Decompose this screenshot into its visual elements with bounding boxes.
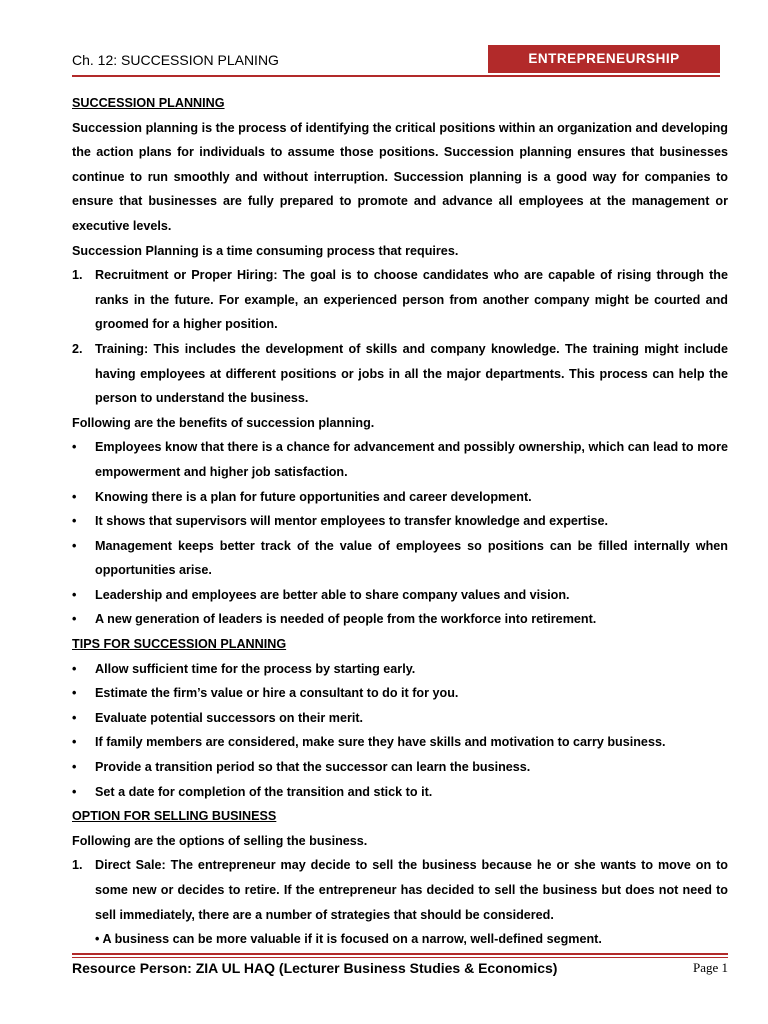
resource-person: Resource Person: ZIA UL HAQ (Lecturer Business Studies & Economics) (72, 960, 558, 976)
header-rule (72, 75, 720, 77)
succession-intro: Succession planning is the process of identifying the critical positions within an organization and developing the action plans for individuals to assume those positions. Succession planning ensures that businesses continue to run smoothly and without interruption. Succession planning is a good way for companies to ensure that businesses are fully prepared to promote and advance all employees at the management or executive levels. (72, 120, 728, 233)
list-item: 1. Direct Sale: The entrepreneur may decide to sell the business because he or she wants to move on to some new or decides to retire. If the entrepreneur has decided to sell the business but does not need to sell immediately, there are a number of strategies that should be considered. (72, 858, 728, 922)
subject-banner: ENTREPRENEURSHIP (488, 45, 720, 73)
heading-selling-business: OPTION FOR SELLING BUSINESS (72, 809, 277, 824)
chapter-title: Ch. 12: SUCCESSION PLANING (72, 52, 279, 68)
selling-sub-point: • A business can be more valuable if it is focused on a narrow, well-defined segment. (95, 932, 602, 947)
page-footer (72, 960, 728, 980)
list-item: • Leadership and employees are better able to share company values and vision. (72, 587, 570, 602)
list-item: • Estimate the firm’s value or hire a consultant to do it for you. (72, 686, 459, 701)
heading-tips: TIPS FOR SUCCESSION PLANNING (72, 637, 287, 652)
list-item: • Management keeps better track of the value of employees so positions can be filled internally when opportunities arise. (72, 538, 728, 578)
list-item: • Knowing there is a plan for future opportunities and career development. (72, 489, 532, 504)
list-item: • Set a date for completion of the transition and stick to it. (72, 784, 433, 799)
succession-steps (72, 263, 728, 411)
list-item: • If family members are considered, make sure they have skills and motivation to carry business. (72, 735, 666, 750)
list-item: • A new generation of leaders is needed of people from the workforce into retirement. (72, 612, 597, 627)
benefits-intro: Following are the benefits of succession planning. (72, 415, 375, 430)
list-item: • Employees know that there is a chance for advancement and possibly ownership, which can lead to more empowerment and higher job satisfaction. (72, 440, 728, 479)
footer-rule-thin (72, 957, 728, 958)
list-item: • Evaluate potential successors on their merit. (72, 710, 364, 725)
selling-intro: Following are the options of selling the business. (72, 833, 368, 848)
succession-requires: Succession Planning is a time consuming process that requires. (72, 243, 459, 258)
selling-options (72, 853, 728, 927)
page-number: Page 1 (692, 960, 728, 975)
page-header (72, 45, 720, 75)
list-item: • It shows that supervisors will mentor employees to transfer knowledge and expertise. (72, 514, 608, 529)
footer-rule (72, 953, 728, 955)
tips-list (72, 657, 728, 805)
document-body (72, 91, 728, 952)
list-item: • Allow sufficient time for the process by starting early. (72, 661, 416, 676)
list-item: 2. Training: This includes the development of skills and company knowledge. The training might include having employees at different positions or jobs in all the major departments. This process can help the person to understand the business. (72, 341, 728, 406)
list-item: 1. Recruitment or Proper Hiring: The goal is to choose candidates who are capable of rising through the ranks in the future. For example, an experienced person from another company might be courted and groomed for a higher position. (72, 268, 728, 332)
list-item: • Provide a transition period so that the successor can learn the business. (72, 760, 531, 775)
heading-succession-planning: SUCCESSION PLANNING (72, 96, 225, 110)
benefits-list (72, 435, 728, 632)
